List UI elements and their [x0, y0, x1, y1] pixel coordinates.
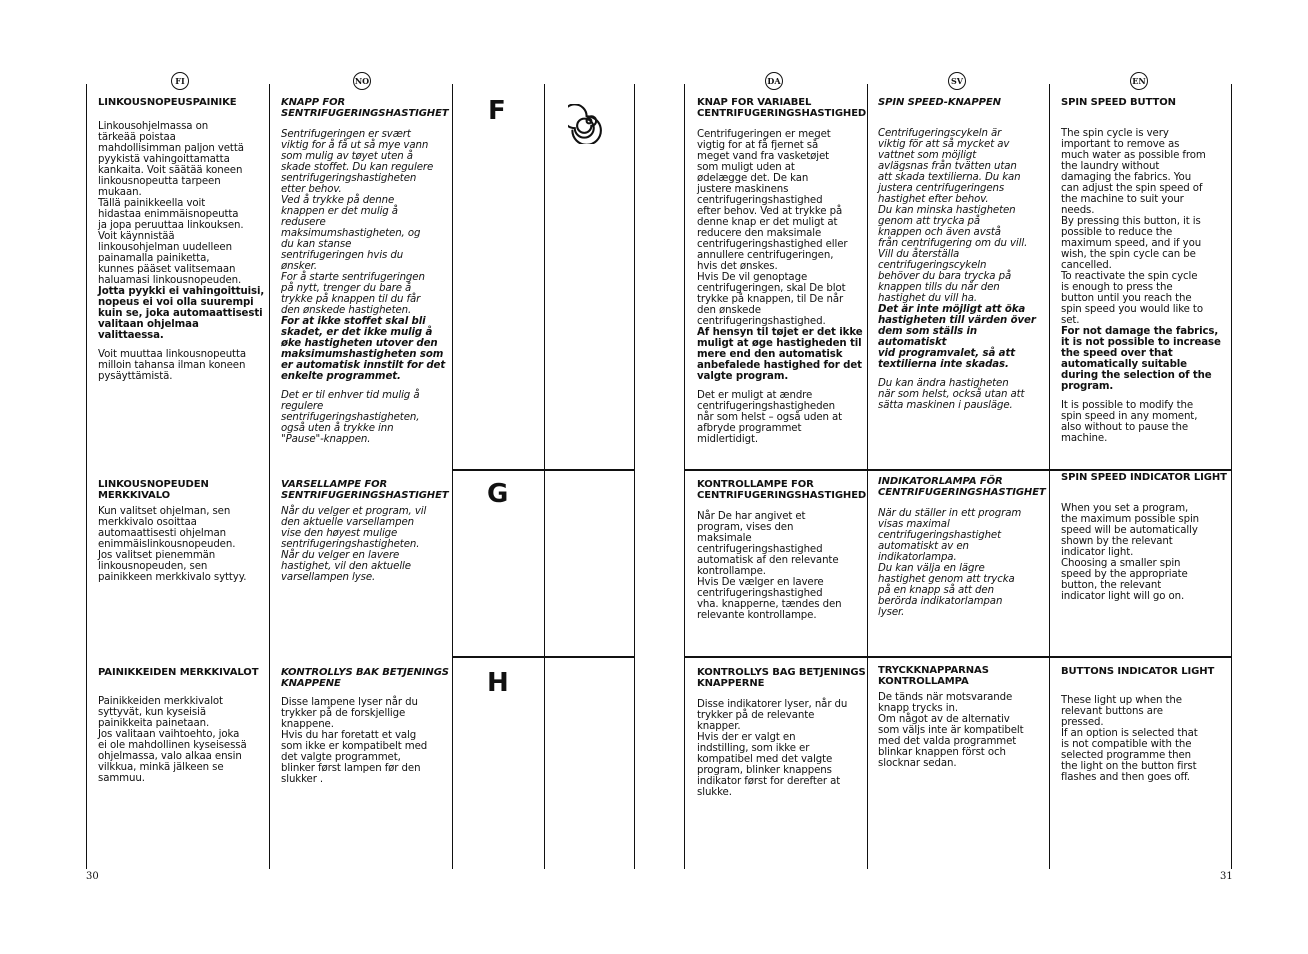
body-text: Centrifugeringscykeln är viktig för att så mycket av vattnet som möjligt avlägsnas från tvätten utan att skada textilierna. Du kan justera centrifugeringens hastighet efter behov. Du kan minska hastigheten genom att trycka på knappen och även avstå från centrifugering om du vill. Vill du återställa centrifugeringscykeln behöver du bara trycka på knappen tills du når den hastighet du vill ha.: [878, 128, 1028, 304]
sv-section-spin-speed-button: [878, 97, 1048, 419]
section-title: KONTROLLYS BAK BETJENINGS KNAPPENE: [281, 667, 449, 689]
section-title: SPIN SPEED INDICATOR LIGHT: [1061, 472, 1227, 483]
row-divider: [452, 656, 635, 658]
page-number-left: 30: [86, 871, 99, 882]
row-divider: [452, 469, 635, 471]
column-divider: [684, 84, 685, 869]
section-title: SPIN SPEED BUTTON: [1061, 97, 1176, 108]
section-title: VARSELLAMPE FOR SENTRIFUGERINGSHASTIGHET: [281, 479, 449, 501]
column-divider: [634, 84, 635, 869]
body-text: Du kan ändra hastigheten när som helst, också utan att sätta maskinen i pausläge.: [878, 378, 1025, 411]
column-divider: [544, 84, 545, 869]
section-title: PAINIKKEIDEN MERKKIVALOT: [98, 667, 259, 678]
body-text: Kun valitset ohjelman, sen merkkivalo osoittaa automaattisesti ohjelman enimmäislinkousnopeuden. Jos valitset pienemmän linkousnopeuden, sen painikkeen merkkivalo syttyy.: [98, 506, 247, 583]
section-title: KONTROLLYS BAG BETJENINGS KNAPPERNE: [697, 667, 866, 689]
body-text: Når De har angivet et program, vises den maksimale centrifugeringshastighed automatisk af den relevante kontrollampe. Hvis De vælger en lavere centrifugeringshastighed vha. knapperne, tændes den relevante kontrollampe.: [697, 511, 842, 621]
no-section-buttons-indicator: [281, 667, 451, 793]
body-text: Disse indikatorer lyser, når du trykker på de relevante knapper. Hvis der er valgt en indstilling, som ikke er kompatibel med det valgte program, blinker knappens indikator først for derefter at slukke.: [697, 699, 848, 798]
warning-text: Af hensyn til tøjet er det ikke muligt at øge hastigheden til mere end den automatisk anbefalede hastighed for det valgte program.: [697, 327, 863, 382]
section-title: KNAP FOR VARIABEL CENTRIFUGERINGSHASTIGHED: [697, 97, 867, 119]
sv-section-buttons-indicator: [878, 665, 1048, 777]
body-text: It is possible to modify the spin speed in any moment, also without to pause the machine.: [1061, 400, 1198, 444]
language-badge-no: NO: [353, 72, 371, 90]
fi-section-buttons-indicator: [98, 667, 268, 792]
da-section-spin-speed-button: [697, 97, 866, 453]
fi-section-spin-speed-indicator: [98, 479, 268, 591]
section-title: LINKOUSNOPEUSPAINIKE: [98, 97, 237, 108]
column-divider: [452, 84, 453, 869]
body-text: När du ställer in ett program visas maximal centrifugeringshastighet automatiskt av en indikatorlampa. Du kan välja en lägre hastighet genom att trycka på en knapp så att den berörda indikatorlampan lyser.: [878, 508, 1022, 618]
section-title: TRYCKKNAPPARNAS KONTROLLAMPA: [878, 665, 989, 687]
sv-section-spin-speed-indicator: [878, 476, 1048, 626]
column-divider: [1231, 84, 1232, 869]
column-divider: [269, 84, 270, 869]
body-text: Painikkeiden merkkivalot syttyvät, kun kyseisiä painikkeita painetaan. Jos valitaan vaihtoehto, joka ei ole mahdollinen kyseisessä ohjelmassa, valo alkaa ensin vilkkua, minkä jälkeen se sammuu.: [98, 696, 247, 784]
no-section-spin-speed-button: [281, 97, 451, 453]
body-text: Linkousohjelmassa on tärkeää poistaa mahdollisimman paljon vettä pyykistä vahingoittamatta kankaita. Voit säätää koneen linkousnopeutta tarpeen mukaan. Tällä painikkeella voit hidastaa enimmäisnopeutta ja jopa peruuttaa linkouksen. Voit käynnistää linkousohjelman uudelleen painamalla painiketta, kunnes pääset valitsemaan haluamasi linkousnopeuden.: [98, 121, 244, 286]
page-number-right: 31: [1220, 871, 1233, 882]
warning-text: Jotta pyykki ei vahingoittuisi, nopeus ei voi olla suurempi kuin se, joka automaattisesti valitaan ohjelmaa valittaessa.: [98, 286, 265, 341]
body-text: Disse lampene lyser når du trykker på de forskjellige knappene. Hvis du har foretatt et valg som ikke er kompatibelt med det valgte programmet, blinker først lampen før den slukker .: [281, 697, 428, 785]
section-title: SPIN SPEED-KNAPPEN: [878, 97, 1001, 108]
language-badge-sv: SV: [948, 72, 966, 90]
language-badge-en: EN: [1130, 72, 1148, 90]
column-divider: [86, 84, 87, 869]
no-section-spin-speed-indicator: [281, 479, 451, 591]
en-section-spin-speed-indicator: [1061, 472, 1231, 610]
warning-text: Det är inte möjligt att öka hastigheten till värden över dem som ställs in automatiskt vid programvalet, så att textilierna inte skadas.: [878, 304, 1036, 370]
da-section-buttons-indicator: [697, 667, 866, 806]
section-letter-h: H: [487, 668, 509, 698]
section-title: BUTTONS INDICATOR LIGHT: [1061, 666, 1215, 677]
section-letter-f: F: [488, 96, 506, 126]
body-text: These light up when the relevant buttons are pressed. If an option is selected that is not compatible with the selected programme then the light on the button first flashes and then goes off.: [1061, 695, 1198, 783]
en-section-buttons-indicator: [1061, 666, 1231, 791]
da-section-spin-speed-indicator: [697, 479, 866, 629]
warning-text: For not damage the fabrics, it is not possible to increase the speed over that automatically suitable during the selection of the program.: [1061, 326, 1221, 392]
body-text: Det er til enhver tid mulig å regulere sentrifugeringshastigheten, også uten å trykke inn "Pause"-knappen.: [281, 390, 420, 445]
body-text: Sentrifugeringen er svært viktig for å få ut så mye vann som mulig av tøyet uten å skade stoffet. Du kan regulere sentrifugeringshastigheten etter behov. Ved å trykke på denne knappen er det mulig å redusere maksimumshastigheten, og du kan stanse sentrifugeringen hvis du ønsker. For å starte sentrifugeringen på nytt, trenger du bare å trykke på knappen til du får den ønskede hastigheten.: [281, 129, 434, 316]
warning-text: For at ikke stoffet skal bli skadet, er det ikke mulig å øke hastigheten utover den maksimumshastigheten som er automatisk innstilt for det enkelte programmet.: [281, 316, 446, 382]
body-text: The spin cycle is very important to remove as much water as possible from the laundry without damaging the fabrics. You can adjust the spin speed of the machine to suit your needs. By pressing this button, it is possible to reduce the maximum speed, and if you wish, the spin cycle can be cancelled. To reactivate the spin cycle is enough to press the button until you reach the spin speed you would like to set.: [1061, 128, 1206, 326]
row-divider: [684, 469, 1232, 471]
language-badge-fi: FI: [171, 72, 189, 90]
row-divider: [684, 656, 1232, 658]
spin-spiral-icon: [568, 104, 608, 144]
body-text: When you set a program, the maximum possible spin speed will be automatically shown by the relevant indicator light. Choosing a smaller spin speed by the appropriate button, the relevant indicator light will go on.: [1061, 503, 1200, 602]
body-text: Når du velger et program, vil den aktuelle varsellampen vise den høyest mulige sentrifugeringshastigheten. Når du velger en lavere hastighet, vil den aktuelle varsellampen lyse.: [281, 506, 427, 583]
language-badge-da: DA: [765, 72, 783, 90]
en-section-spin-speed-button: [1061, 97, 1231, 452]
column-divider: [867, 84, 868, 869]
column-divider: [1049, 84, 1050, 869]
section-title: LINKOUSNOPEUDEN MERKKIVALO: [98, 479, 209, 501]
body-text: Voit muuttaa linkousnopeutta milloin tahansa ilman koneen pysäyttämistä.: [98, 349, 246, 382]
fi-section-spin-speed-button: [98, 97, 268, 390]
body-text: De tänds när motsvarande knapp trycks in. Om något av de alternativ som väljs inte är kompatibelt med det valda programmet blinkar knappen först och slocknar sedan.: [878, 692, 1024, 769]
body-text: Det er muligt at ændre centrifugeringshastigheden når som helst – også uden at afbryde programmet midlertidigt.: [697, 390, 843, 445]
section-title: KNAPP FOR SENTRIFUGERINGSHASTIGHET: [281, 97, 449, 119]
body-text: Centrifugeringen er meget vigtig for at få fjernet så meget vand fra vasketøjet som muligt uden at ødelægge det. De kan justere maskinens centrifugeringshastighed efter behov. Ved at trykke på denne knap er det muligt at reducere den maksimale centrifugeringshastighed eller annullere centrifugeringen, hvis det ønskes. Hvis De vil genoptage centrifugeringen, skal De blot trykke på knappen, til De når den ønskede centrifugeringshastighed.: [697, 129, 848, 327]
section-letter-g: G: [487, 479, 509, 509]
section-title: KONTROLLAMPE FOR CENTRIFUGERINGSHASTIGHED: [697, 479, 867, 501]
section-title: INDIKATORLAMPA FÖR CENTRIFUGERINGSHASTIGHET: [878, 476, 1046, 498]
